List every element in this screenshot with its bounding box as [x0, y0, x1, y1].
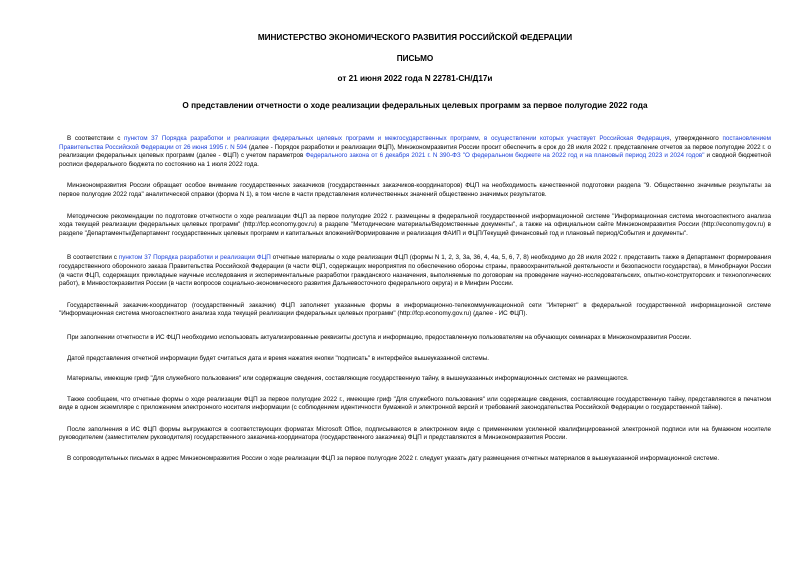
paragraph-2: Минэкономразвития России обращает особое внимание государственных заказчиков (государственных заказчиков-координаторов) ФЦП на необходимость качественной подготовки раздела "9. Общественно значимые результаты за первое полугодие 2022 года" аналитической справки (форма N 1), в том числе в части представления количественных значений общественно значимых результатов. — [59, 182, 771, 198]
paragraph-1-text-c: (далее - Порядок разработки и реализации ФЦП), Минэкономразвития России просит обеспечить в срок до 28 июля 2022 г. представление отчетов за первое полугодие 2022 г. о реализации федеральных целевых программ (далее - ФЦП) с учетом параметров — [59, 143, 771, 160]
paragraph-7: Датой представления отчетной информации будет считаться дата и время нажатия кнопки "подписать" в интерфейсе вышеуказанной системы. — [67, 354, 489, 362]
paragraph-8: Материалы, имеющие гриф "Для служебного пользования" или содержащие сведения, составляющие государственную тайну, в вышеуказанных информационных системах не размещаются. — [67, 375, 629, 383]
link-government-resolution-594[interactable]: постановлением Правительства Российской Федерации от 26 июня 1995 г. N 594 — [59, 135, 771, 151]
paragraph-10: После заполнения в ИС ФЦП формы выгружаются в соответствующих форматах Microsoft Office, подписываются в электронном виде с применением усиленной квалифицированной электронной подписи или на бумажном носителе руководителем (заместителем руководителя) государственного заказчика-координатора (государственного заказчика) ФЦП и представляются в Минэкономразвития России. — [59, 425, 771, 442]
paragraph-1-text-d: и сводной бюджетной росписи федерального бюджета по состоянию на 1 июля 2022 года. — [59, 152, 771, 168]
link-procedure-item-37[interactable]: пунктом 37 Порядка разработки и реализации федеральных целевых программ и межгосударственных программ, в осуществлении которых участвует Российская Федерация — [124, 135, 670, 142]
link-procedure-fcp-item-37[interactable]: пунктом 37 Порядка разработки и реализации ФЦП — [118, 254, 271, 262]
paragraph-6: При заполнении отчетности в ИС ФЦП необходимо использовать актуализированные реквизиты доступа и информацию, предоставленную пользователям на обучающих семинарах в Минэкономразвития России. — [67, 333, 692, 341]
document-type-heading: ПИСЬМО — [396, 54, 434, 63]
paragraph-11: В сопроводительных письмах в адрес Минэкономразвития России о ходе реализации ФЦП за первое полугодие 2022 г. следует указать дату размещения отчетных материалов в вышеуказанной информационной системе. — [67, 455, 720, 463]
link-federal-law-390[interactable]: Федерального закона от 6 декабря 2021 г. N 390-ФЗ "О федеральном бюджете на 2022 год и на плановый период 2023 и 2024 годов" — [305, 152, 705, 160]
paragraph-1-text-b: , утвержденного — [669, 135, 723, 142]
paragraph-1-text-a: В соответствии с — [67, 135, 125, 142]
paragraph-1 — [59, 135, 771, 169]
subject-heading: О представлении отчетности о ходе реализации федеральных целевых программ за первое полугодие 2022 года — [182, 101, 648, 110]
paragraph-9: Также сообщаем, что отчетные формы о ходе реализации ФЦП за первое полугодие 2022 г., имеющие гриф "Для служебного пользования" или содержащие сведения, составляющие государственную тайну, представляются в печатном виде в одном экземпляре с приложением электронного носителя информации (с соблюдением идентичности бумажной и электронной версий и требований законодательства Российской Федерации о государственной тайне). — [59, 395, 771, 412]
paragraph-3: Методические рекомендации по подготовке отчетности о ходе реализации ФЦП за первое полугодие 2022 г. размещены в федеральной государственной информационной системе "Информационная система многоаспектного анализа хода текущей реализации федеральных целевых программ" (http://fcp.economy.gov.ru) в разделе "Методические материалы/Ведомственные документы", а также на официальном сайте Минэкономразвития России (http://economy.gov.ru) в разделе "Департаменты/Департамент государственных целевых программ и капитальных вложений/Формирование и реализация ФАИП и ФЦП/Текущий финансовый год и плановый период/События и документы". — [59, 212, 771, 237]
paragraph-4 — [59, 254, 771, 288]
date-number-heading: от 21 июня 2022 года N 22781-СН/Д17и — [337, 74, 493, 83]
paragraph-4-text-b: отчетные материалы о ходе реализации ФЦП (формы N 1, 2, 3, 3а, 36, 4, 4а, 5, 6, 7, 8) необходимо до 28 июля 2022 г. представить также в Департамент формирования государственного оборонного заказа Правительства Российской Федерации (в части ФЦП, содержащих мероприятия по обеспечению обороны страны, правоохранительной деятельности и безопасности государства), в Минобрнауки России (в части ФЦП, содержащих прикладные научные исследования и экспериментальные разработки гражданского назначения, выполняемые по договорам на проведение научно-исследовательских, опытно-конструкторских и технологических работ), в Минвостокразвития России (в части вопросов социально-экономического развития Дальневосточного федерального округа) и в Минфин России. — [59, 254, 771, 288]
paragraph-4-text-a: В соответствии с — [67, 254, 119, 262]
paragraph-5: Государственный заказчик-координатор (государственный заказчик) ФЦП заполняет указанные формы в информационно-телекоммуникационной сети "Интернет" в федеральной государственной информационной системе "Информационная система многоаспектного анализа хода текущей реализации федеральных целевых программ" (http://fcp.economy.gov.ru) (далее - ИС ФЦП). — [59, 301, 771, 318]
ministry-heading: МИНИСТЕРСТВО ЭКОНОМИЧЕСКОГО РАЗВИТИЯ РОССИЙСКОЙ ФЕДЕРАЦИИ — [257, 33, 573, 42]
